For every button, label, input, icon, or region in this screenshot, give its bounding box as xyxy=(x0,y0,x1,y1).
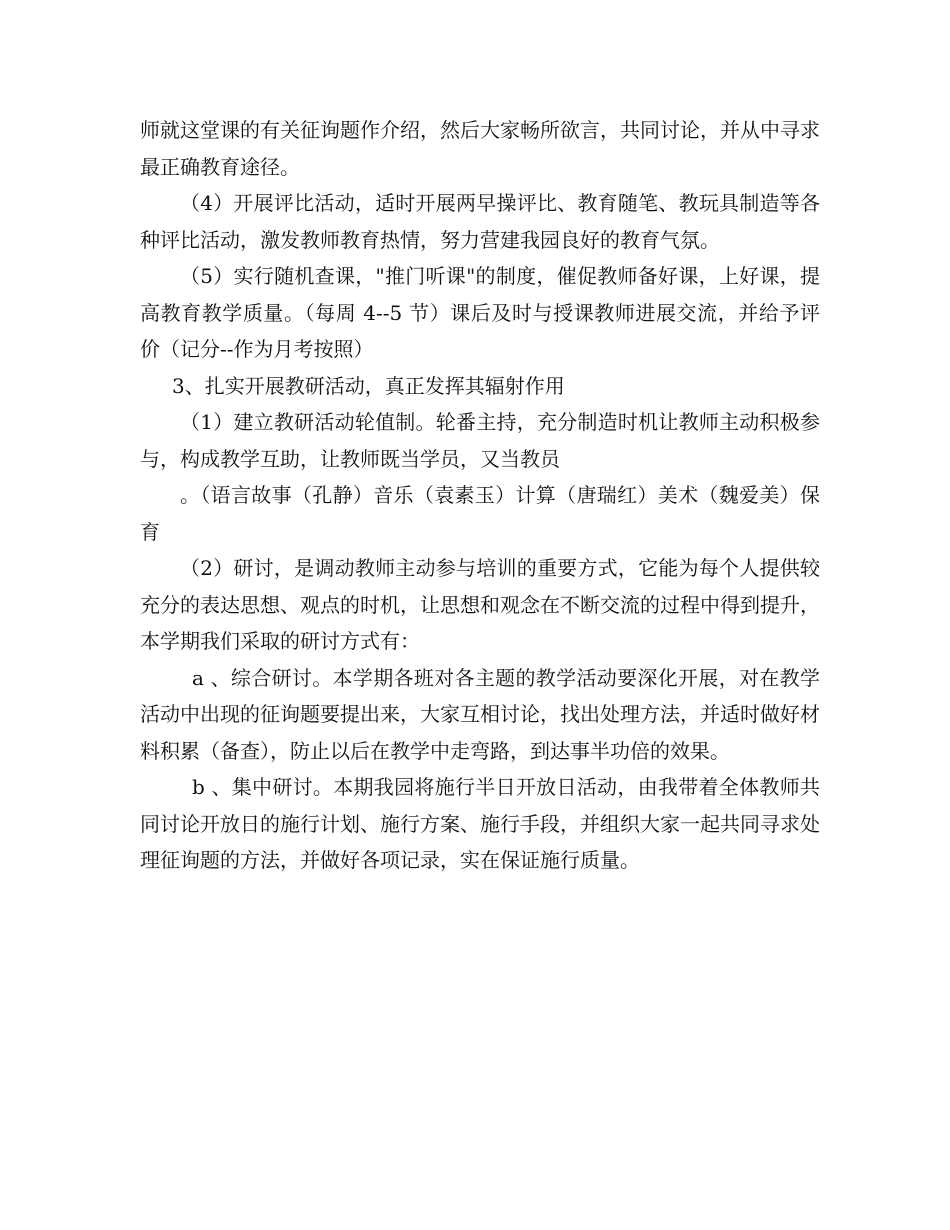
paragraph-item-2: （2）研讨，是调动教师主动参与培训的重要方式，它能为每个人提供较充分的表达思想、观点的时机，让思想和观念在不断交流的过程中得到提升，本学期我们采取的研讨方式有： xyxy=(140,556,820,653)
paragraph-item-1: （1）建立教研活动轮值制。轮番主持，充分制造时机让教师主动积极参与，构成教学互助，让教师既当学员，又当教员 xyxy=(140,410,820,471)
paragraph-continuation: 师就这堂课的有关征询题作介绍，然后大家畅所欲言，共同讨论，并从中寻求最正确教育途径。 xyxy=(140,118,820,179)
paragraph-item-b: b 、集中研讨。本期我园将施行半日开放日活动，由我带着全体教师共同讨论开放日的施行计划、施行方案、施行手段，并组织大家一起共同寻求处理征询题的方法，并做好各项记录，实在保证施行质量。 xyxy=(140,775,820,872)
section-heading-3: 3、扎实开展教研活动，真正发挥其辐射作用 xyxy=(172,373,565,398)
paragraph-rotation-list: 。（语言故事（孔静）音乐（袁素玉）计算（唐瑞红）美术（魏爱美）保育 xyxy=(140,483,820,544)
document-body xyxy=(140,112,820,879)
paragraph-item-4: （4）开展评比活动，适时开展两早操评比、教育随笔、教玩具制造等各种评比活动，激发教师教育热情，努力营建我园良好的教育气氛。 xyxy=(140,191,820,252)
paragraph-item-5: （5）实行随机查课，"推门听课"的制度，催促教师备好课，上好课，提高教育教学质量。（每周 4--5 节）课后及时与授课教师进展交流，并给予评价（记分--作为月考按照） xyxy=(140,264,820,361)
paragraph-item-a: a 、综合研讨。本学期各班对各主题的教学活动要深化开展，对在教学活动中出现的征询题要提出来，大家互相讨论，找出处理方法，并适时做好材料积累（备查），防止以后在教学中走弯路，到达事半功倍的效果。 xyxy=(140,665,820,763)
